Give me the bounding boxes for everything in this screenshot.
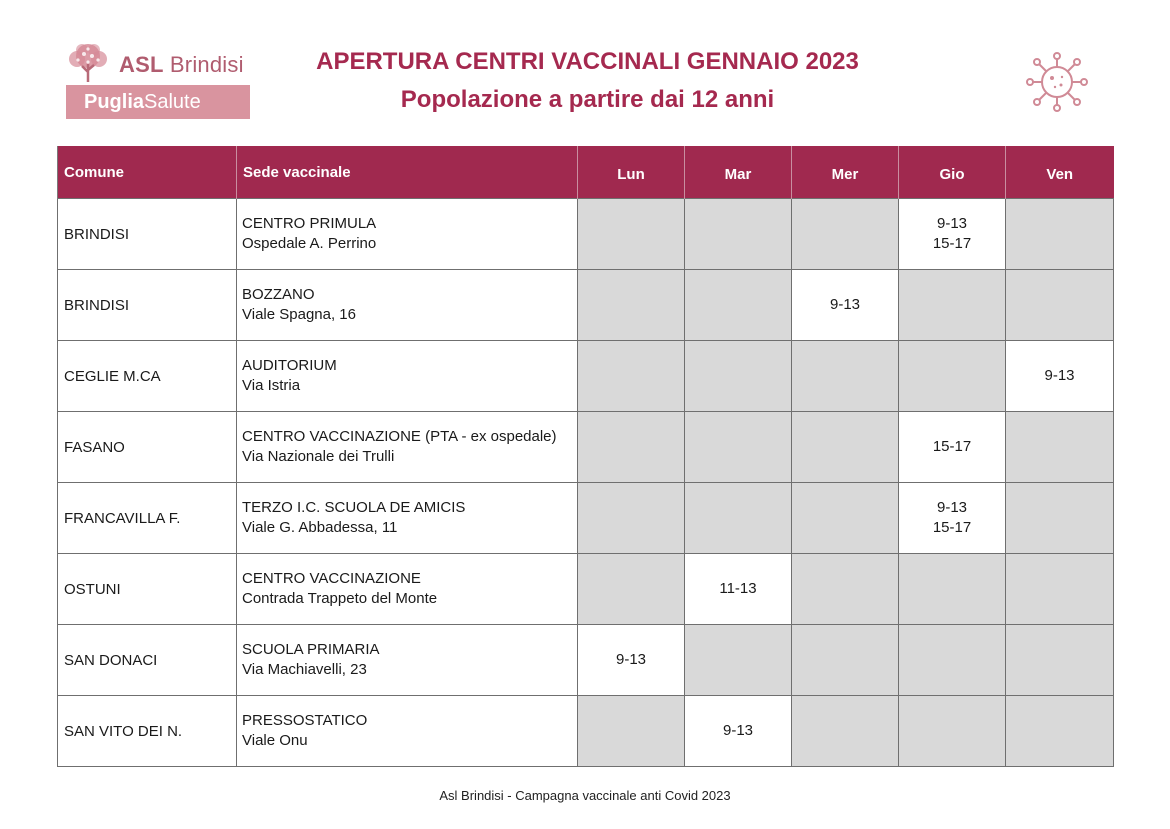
closed-day-cell — [685, 412, 792, 483]
sede-name: PRESSOSTATICO — [242, 712, 368, 729]
time-slot: 9-13 — [936, 499, 968, 516]
closed-day-cell — [685, 625, 792, 696]
vaccination-schedule-table — [57, 146, 1114, 767]
page-title: APERTURA CENTRI VACCINALI GENNAIO 2023 — [316, 48, 859, 75]
open-day-cell — [685, 696, 792, 767]
page-footer: Asl Brindisi - Campagna vaccinale anti Covid 2023 — [439, 788, 731, 803]
comune-cell: SAN DONACI — [58, 625, 237, 696]
sede-cell — [237, 270, 578, 341]
column-header-mar: Mar — [685, 146, 792, 199]
closed-day-cell — [792, 696, 899, 767]
sede-cell — [237, 199, 578, 270]
closed-day-cell — [1006, 483, 1114, 554]
comune-cell: FASANO — [58, 412, 237, 483]
column-header-sede: Sede vaccinale — [237, 146, 578, 199]
sede-name: TERZO I.C. SCUOLA DE AMICIS — [242, 499, 466, 516]
comune-cell: OSTUNI — [58, 554, 237, 625]
closed-day-cell — [899, 554, 1006, 625]
page-subtitle: Popolazione a partire dai 12 anni — [400, 86, 775, 113]
logo-puglia-salute: PugliaSalute — [66, 85, 250, 119]
time-slot: 9-13 — [615, 651, 647, 668]
closed-day-cell — [1006, 696, 1114, 767]
comune-cell: BRINDISI — [58, 199, 237, 270]
sede-address: Ospedale A. Perrino — [242, 235, 377, 252]
open-day-cell — [1006, 341, 1114, 412]
closed-day-cell — [899, 625, 1006, 696]
sede-cell — [237, 696, 578, 767]
closed-day-cell — [578, 554, 685, 625]
sede-name: CENTRO VACCINAZIONE (PTA - ex ospedale) — [242, 428, 557, 445]
closed-day-cell — [578, 270, 685, 341]
table-header-row — [58, 146, 1114, 199]
closed-day-cell — [578, 341, 685, 412]
comune-cell: BRINDISI — [58, 270, 237, 341]
table-row — [58, 270, 1114, 341]
closed-day-cell — [792, 625, 899, 696]
sede-address: Viale G. Abbadessa, 11 — [242, 519, 398, 536]
comune-cell: SAN VITO DEI N. — [58, 696, 237, 767]
closed-day-cell — [578, 199, 685, 270]
closed-day-cell — [792, 412, 899, 483]
table-row — [58, 483, 1114, 554]
closed-day-cell — [899, 341, 1006, 412]
sede-cell — [237, 625, 578, 696]
column-header-comune: Comune — [58, 146, 237, 199]
closed-day-cell — [1006, 625, 1114, 696]
time-slot: 9-13 — [936, 215, 968, 232]
closed-day-cell — [578, 412, 685, 483]
time-slot: 9-13 — [1044, 367, 1075, 384]
open-day-cell — [899, 199, 1006, 270]
sede-address: Viale Onu — [242, 732, 308, 749]
table-row — [58, 199, 1114, 270]
table-row — [58, 412, 1114, 483]
comune-cell: CEGLIE M.CA — [58, 341, 237, 412]
sede-name: AUDITORIUM — [242, 357, 337, 374]
closed-day-cell — [685, 341, 792, 412]
sede-address: Via Istria — [242, 377, 301, 394]
closed-day-cell — [792, 483, 899, 554]
closed-day-cell — [1006, 199, 1114, 270]
time-slot: 9-13 — [829, 296, 861, 313]
closed-day-cell — [899, 696, 1006, 767]
open-day-cell — [899, 412, 1006, 483]
virus-icon — [1022, 52, 1092, 112]
sede-cell — [237, 554, 578, 625]
sede-name: CENTRO PRIMULA — [242, 215, 377, 232]
closed-day-cell — [792, 554, 899, 625]
sede-address: Via Nazionale dei Trulli — [242, 448, 395, 465]
time-slot: 15-17 — [932, 519, 972, 536]
comune-cell: FRANCAVILLA F. — [58, 483, 237, 554]
closed-day-cell — [792, 341, 899, 412]
closed-day-cell — [578, 696, 685, 767]
column-header-gio: Gio — [899, 146, 1006, 199]
table-row — [58, 696, 1114, 767]
sede-cell — [237, 483, 578, 554]
open-day-cell — [685, 554, 792, 625]
closed-day-cell — [685, 199, 792, 270]
asl-logo — [64, 42, 254, 120]
sede-cell — [237, 412, 578, 483]
closed-day-cell — [792, 199, 899, 270]
time-slot: 9-13 — [722, 722, 754, 739]
time-slot: 15-17 — [932, 235, 972, 252]
open-day-cell — [899, 483, 1006, 554]
closed-day-cell — [1006, 554, 1114, 625]
sede-name: BOZZANO — [242, 286, 315, 303]
sede-address: Viale Spagna, 16 — [242, 306, 356, 323]
time-slot: 11-13 — [719, 580, 757, 597]
sede-address: Contrada Trappeto del Monte — [242, 590, 438, 607]
sede-address: Via Machiavelli, 23 — [242, 661, 367, 678]
column-header-ven: Ven — [1006, 146, 1114, 199]
sede-name: SCUOLA PRIMARIA — [242, 641, 380, 658]
closed-day-cell — [685, 483, 792, 554]
open-day-cell — [792, 270, 899, 341]
closed-day-cell — [1006, 412, 1114, 483]
table-row — [58, 625, 1114, 696]
closed-day-cell — [685, 270, 792, 341]
column-header-mer: Mer — [792, 146, 899, 199]
closed-day-cell — [578, 483, 685, 554]
closed-day-cell — [899, 270, 1006, 341]
time-slot: 15-17 — [932, 438, 972, 455]
column-header-lun: Lun — [578, 146, 685, 199]
logo-brand: ASL Brindisi — [119, 52, 244, 77]
table-row — [58, 554, 1114, 625]
sede-cell — [237, 341, 578, 412]
sede-name: CENTRO VACCINAZIONE — [242, 570, 421, 587]
table-row — [58, 341, 1114, 412]
open-day-cell — [578, 625, 685, 696]
tree-icon — [64, 42, 112, 84]
closed-day-cell — [1006, 270, 1114, 341]
